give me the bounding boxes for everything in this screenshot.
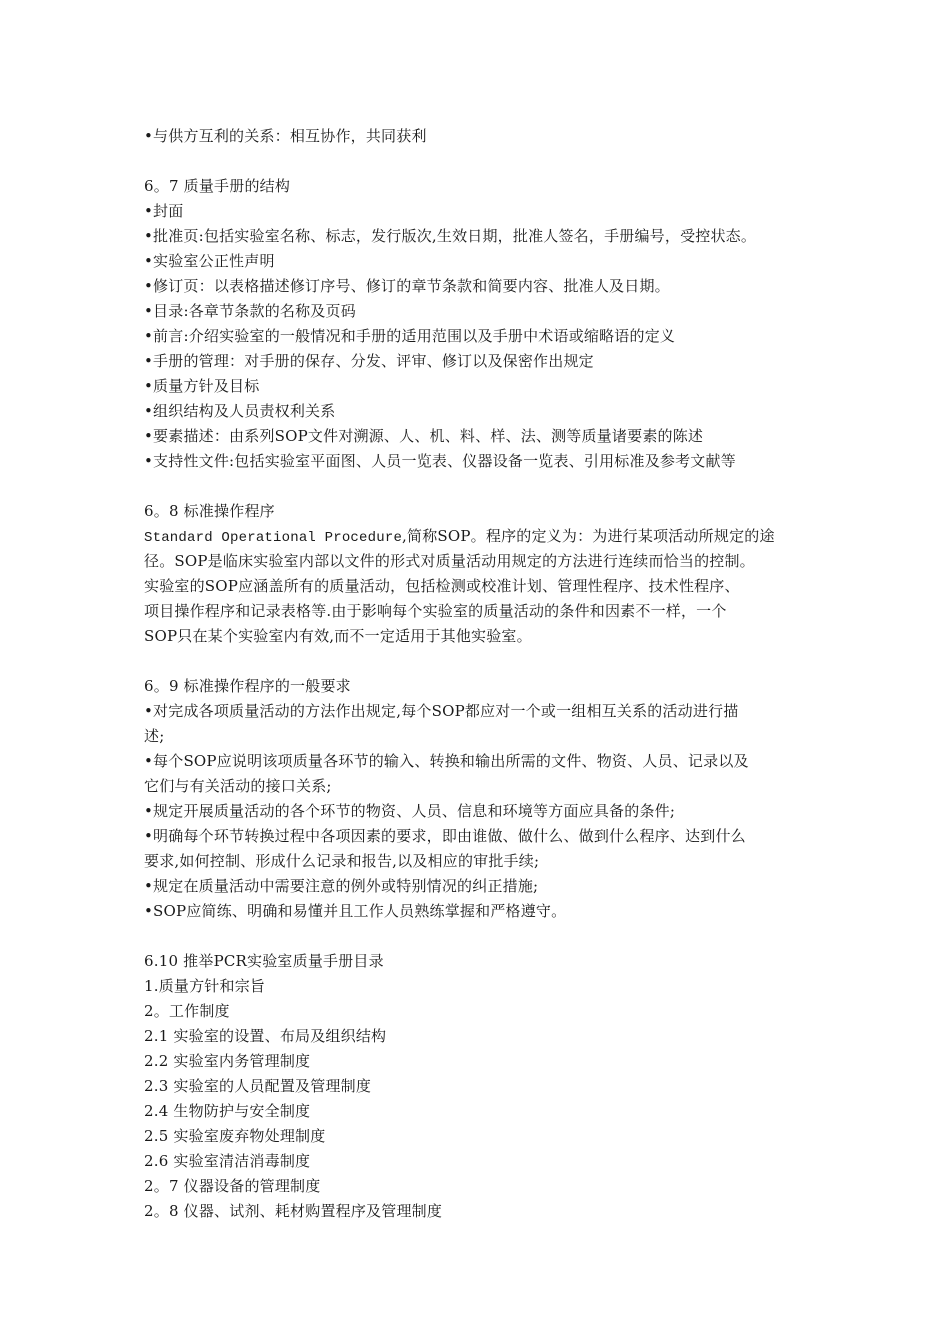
section-heading-6-7: 6。7 质量手册的结构 — [144, 177, 291, 195]
bullet-line: •SOP应简练、明确和易懂并且工作人员熟练掌握和严格遵守。 — [144, 902, 567, 920]
document-page — [144, 124, 824, 1224]
bullet-line: •修订页：以表格描述修订序号、修订的章节条款和简要内容、批准人及日期。 — [144, 277, 670, 295]
paragraph-gap — [144, 474, 824, 499]
bullet-line: •组织结构及人员责权利关系 — [144, 402, 336, 420]
toc-item: 2.2 实验室内务管理制度 — [144, 1052, 311, 1070]
paragraph-line — [144, 524, 824, 549]
toc-item: 2.3 实验室的人员配置及管理制度 — [144, 1077, 372, 1095]
bullet-line: •实验室公正性声明 — [144, 252, 275, 270]
bullet-line: •前言:介绍实验室的一般情况和手册的适用范围以及手册中术语或缩略语的定义 — [144, 327, 676, 345]
toc-item: 2.1 实验室的设置、布局及组织结构 — [144, 1027, 387, 1045]
toc-item: 2.6 实验室清洁消毒制度 — [144, 1152, 311, 1170]
bullet-line: •目录:各章节条款的名称及页码 — [144, 302, 356, 320]
bullet-line: •规定开展质量活动的各个环节的物资、人员、信息和环境等方面应具备的条件; — [144, 802, 676, 820]
bullet-line: •质量方针及目标 — [144, 377, 260, 395]
paragraph-gap — [144, 924, 824, 949]
paragraph-line: 项目操作程序和记录表格等.由于影响每个实验室的质量活动的条件和因素不一样，一个 — [144, 602, 727, 620]
bullet-line: •手册的管理：对手册的保存、分发、评审、修订以及保密作出规定 — [144, 352, 594, 370]
bullet-line-continued: 它们与有关活动的接口关系; — [144, 777, 332, 795]
section-heading-6-8: 6。8 标准操作程序 — [144, 502, 275, 520]
bullet-line: •明确每个环节转换过程中各项因素的要求，即由谁做、做什么、做到什么程序、达到什么 — [144, 827, 746, 845]
toc-item: 2.4 生物防护与安全制度 — [144, 1102, 311, 1120]
paragraph-line: 径。SOP是临床实验室内部以文件的形式对质量活动用规定的方法进行连续而恰当的控制。 — [144, 552, 755, 570]
bullet-line: •批准页:包括实验室名称、标志，发行版次,生效日期，批准人签名，手册编号，受控状态。 — [144, 227, 757, 245]
sop-definition-text: ,简称SOP。程序的定义为：为进行某项活动所规定的途 — [402, 527, 775, 545]
bullet-line: •每个SOP应说明该项质量各环节的输入、转换和输出所需的文件、物资、人员、记录以及 — [144, 752, 749, 770]
toc-item: 2.5 实验室废弃物处理制度 — [144, 1127, 326, 1145]
bullet-line: •规定在质量活动中需要注意的例外或特别情况的纠正措施; — [144, 877, 539, 895]
bullet-line-continued: 述; — [144, 727, 165, 745]
paragraph-gap — [144, 649, 824, 674]
toc-item: 2。8 仪器、试剂、耗材购置程序及管理制度 — [144, 1202, 443, 1220]
bullet-line: •支持性文件:包括实验室平面图、人员一览表、仪器设备一览表、引用标准及参考文献等 — [144, 452, 736, 470]
toc-item: 2。7 仪器设备的管理制度 — [144, 1177, 321, 1195]
bullet-line: •封面 — [144, 202, 184, 220]
paragraph-gap — [144, 149, 824, 174]
paragraph-line: SOP只在某个实验室内有效,而不一定适用于其他实验室。 — [144, 627, 532, 645]
toc-item: 1.质量方针和宗旨 — [144, 977, 266, 995]
paragraph-line: 实验室的SOP应涵盖所有的质量活动，包括检测或校准计划、管理性程序、技术性程序、 — [144, 577, 740, 595]
section-heading-6-9: 6。9 标准操作程序的一般要求 — [144, 677, 351, 695]
bullet-line: •对完成各项质量活动的方法作出规定,每个SOP都应对一个或一组相互关系的活动进行描 — [144, 702, 739, 720]
bullet-line: •与供方互利的关系：相互协作，共同获利 — [144, 127, 427, 145]
sop-english-term: Standard Operational Procedure — [144, 530, 403, 546]
bullet-line-continued: 要求,如何控制、形成什么记录和报告,以及相应的审批手续; — [144, 852, 540, 870]
section-heading-6-10: 6.10 推举PCR实验室质量手册目录 — [144, 952, 384, 970]
toc-item: 2。工作制度 — [144, 1002, 230, 1020]
bullet-line: •要素描述：由系列SOP文件对溯源、人、机、料、样、法、测等质量诸要素的陈述 — [144, 427, 704, 445]
